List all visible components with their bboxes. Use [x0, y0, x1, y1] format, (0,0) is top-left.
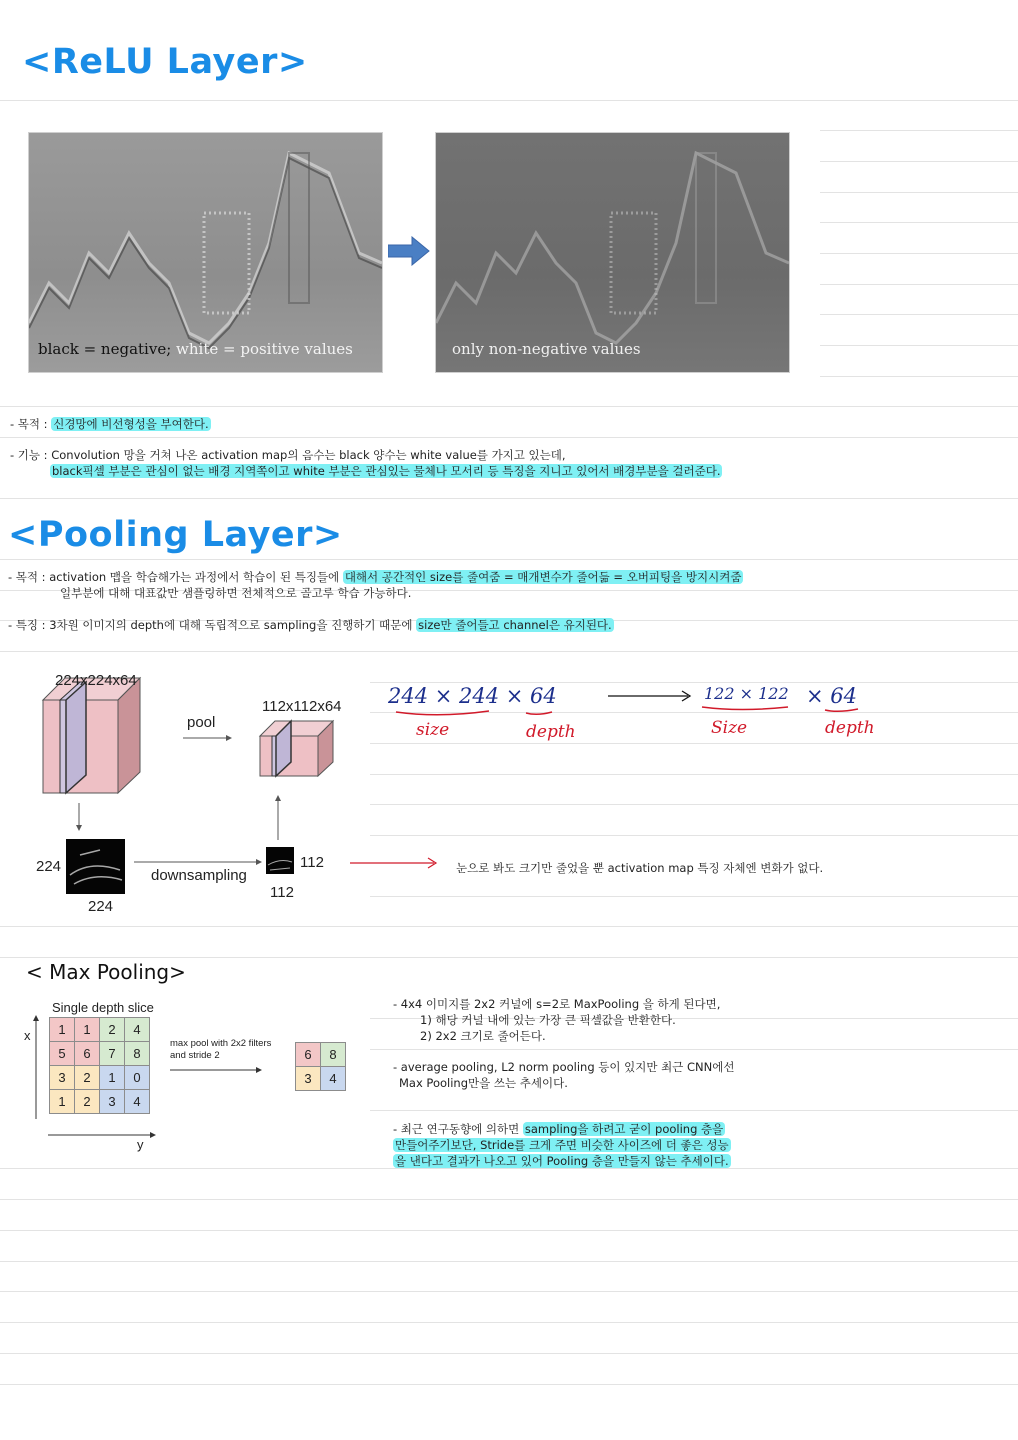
input-cell: 1 [100, 1066, 125, 1090]
output-cell: 6 [296, 1043, 321, 1067]
handwritten-output-dims: 122 × 122 [704, 684, 789, 703]
handwritten-size-left: size [416, 720, 450, 740]
pooling-feature [8, 617, 614, 633]
handwritten-output-depth: × 64 [806, 684, 857, 708]
output-grid [295, 1042, 346, 1091]
input-cell: 7 [100, 1042, 125, 1066]
maxpool-note1-line3: 2) 2x2 크기로 줄어든다. [420, 1029, 546, 1043]
maxpool-note1-line1: - 4x4 이미지를 2x2 커널에 s=2로 MaxPooling 을 하게 된다면, [393, 997, 721, 1011]
big-volume-label: 224x224x64 [55, 672, 137, 689]
small-volume-label: 112x112x64 [262, 698, 342, 715]
input-cell: 0 [125, 1066, 150, 1090]
handwritten-depth-left: depth [526, 722, 576, 742]
relu-purpose-label: - 목적 : [10, 417, 52, 431]
maxpool-note2-line2: Max Pooling만을 쓰는 추세이다. [399, 1076, 568, 1090]
pooling-purpose [8, 569, 743, 585]
maxpool-note3-line3 [393, 1153, 731, 1169]
input-cell: 6 [75, 1042, 100, 1066]
small-volume-cube [260, 721, 333, 776]
input-cell: 1 [50, 1090, 75, 1114]
pooling-observation: 눈으로 봐도 크기만 줄었을 뿐 activation map 특징 자체엔 변화가 없다. [456, 861, 824, 875]
relu-function-line1: - 기능 : Convolution 망을 거쳐 나온 activation map의 음수는 black 양수는 white value를 가지고 있는데, [10, 448, 566, 462]
input-cell: 4 [125, 1018, 150, 1042]
input-cell: 2 [100, 1018, 125, 1042]
pooling-purpose-label: - 목적 : activation 맵을 학습해가는 과정에서 학습이 된 특징들에 [8, 570, 343, 584]
input-cell: 3 [50, 1066, 75, 1090]
axis-y-label: y [137, 1137, 144, 1152]
big-slice-width: 224 [88, 898, 114, 915]
input-cell: 2 [75, 1066, 100, 1090]
downsampling-label: downsampling [151, 867, 247, 884]
handwritten-underlines-right [700, 702, 870, 716]
output-cell: 3 [296, 1067, 321, 1091]
maxpool-note3-highlight3: 을 낸다고 결과가 나오고 있어 Pooling 층을 만들지 않는 추세이다. [395, 1154, 729, 1168]
big-volume-cube [43, 678, 140, 793]
handwritten-depth-right: depth [825, 718, 875, 738]
axis-x-label: x [24, 1028, 31, 1043]
maxpool-note1-line2: 1) 해당 커널 내에 있는 가장 큰 픽셀값을 반환한다. [420, 1013, 676, 1027]
pooling-feature-highlight: size만 줄어들고 channel은 유지된다. [418, 618, 612, 632]
single-depth-slice-label: Single depth slice [52, 1000, 154, 1015]
small-slice-width: 112 [270, 884, 294, 901]
relu-purpose-highlight: 신경망에 비선형성을 부여한다. [53, 417, 209, 431]
input-cell: 8 [125, 1042, 150, 1066]
big-slice-height: 224 [36, 858, 62, 875]
red-arrow-icon [348, 855, 440, 871]
input-cell: 2 [75, 1090, 100, 1114]
pooling-feature-label: - 특징 : 3차원 이미지의 depth에 대해 독립적으로 sampling을 진행하기 때문에 [8, 618, 417, 632]
output-cell: 8 [321, 1043, 346, 1067]
maxpool-note3-highlight1: sampling을 하려고 굳이 pooling 층을 [524, 1122, 724, 1136]
input-cell: 1 [50, 1018, 75, 1042]
relu-output-activation-image [435, 132, 790, 373]
black-negative-caption: black = negative; [38, 340, 172, 358]
input-grid-row [50, 1090, 150, 1114]
output-grid-row [296, 1043, 346, 1067]
relu-title: <ReLU Layer> [22, 42, 308, 82]
input-grid-row [50, 1018, 150, 1042]
input-cell: 5 [50, 1042, 75, 1066]
maxpool-op-line2: and stride 2 [170, 1050, 220, 1061]
pooling-purpose-highlight: 대해서 공간적인 size를 줄여줌 = 매개변수가 줄어듦 = 오버피팅을 방지시켜줌 [344, 570, 742, 584]
maxpool-note3-line1 [393, 1121, 725, 1137]
relu-input-activation-image [28, 132, 383, 373]
maxpool-note3-line2 [393, 1137, 731, 1153]
maxpool-note3-prefix: - 최근 연구동향에 의하면 [393, 1122, 523, 1136]
maxpool-arrow [170, 1064, 270, 1076]
input-grid-row [50, 1066, 150, 1090]
small-slice-height: 112 [300, 854, 324, 871]
pooling-title: <Pooling Layer> [8, 515, 343, 555]
relu-purpose [10, 416, 211, 432]
input-cell: 3 [100, 1090, 125, 1114]
handwritten-input-dims: 244 × 244 × 64 [388, 684, 557, 708]
maxpool-diagram [0, 995, 370, 1160]
handwritten-size-right: Size [711, 718, 748, 738]
right-arrow-icon [388, 236, 430, 270]
skyline-texture [29, 133, 382, 372]
input-grid-row [50, 1042, 150, 1066]
input-cell: 4 [125, 1090, 150, 1114]
handwritten-underlines-left [394, 706, 564, 720]
maxpool-note3-highlight2: 만들어주기보단, Stride를 크게 주면 비슷한 사이즈에 더 좋은 성능 [395, 1138, 729, 1152]
white-positive-caption: white = positive values [176, 340, 353, 358]
input-cell: 1 [75, 1018, 100, 1042]
output-grid-row [296, 1067, 346, 1091]
maxpool-note2-line1: - average pooling, L2 norm pooling 등이 있지만 최근 CNN에선 [393, 1060, 735, 1074]
relu-function-line2 [50, 463, 722, 479]
relu-function-highlight: black픽셀 부분은 관심이 없는 배경 지역쪽이고 white 부분은 관심있는 물체나 모서리 등 특징을 지니고 있어서 배경부분을 걸러준다. [52, 464, 721, 478]
maxpool-op-line1: max pool with 2x2 filters [170, 1038, 272, 1049]
pooling-purpose-line2: 일부분에 대해 대표값만 샘플링하면 전체적으로 골고루 학습 가능하다. [60, 586, 412, 600]
pooling-diagram [0, 660, 370, 920]
skyline-texture-relu [436, 133, 789, 372]
handwritten-arrow [606, 688, 694, 704]
non-negative-caption: only non-negative values [452, 340, 641, 358]
output-cell: 4 [321, 1067, 346, 1091]
maxpool-title: < Max Pooling> [26, 960, 186, 984]
pool-label: pool [187, 714, 216, 731]
input-grid [49, 1017, 150, 1114]
